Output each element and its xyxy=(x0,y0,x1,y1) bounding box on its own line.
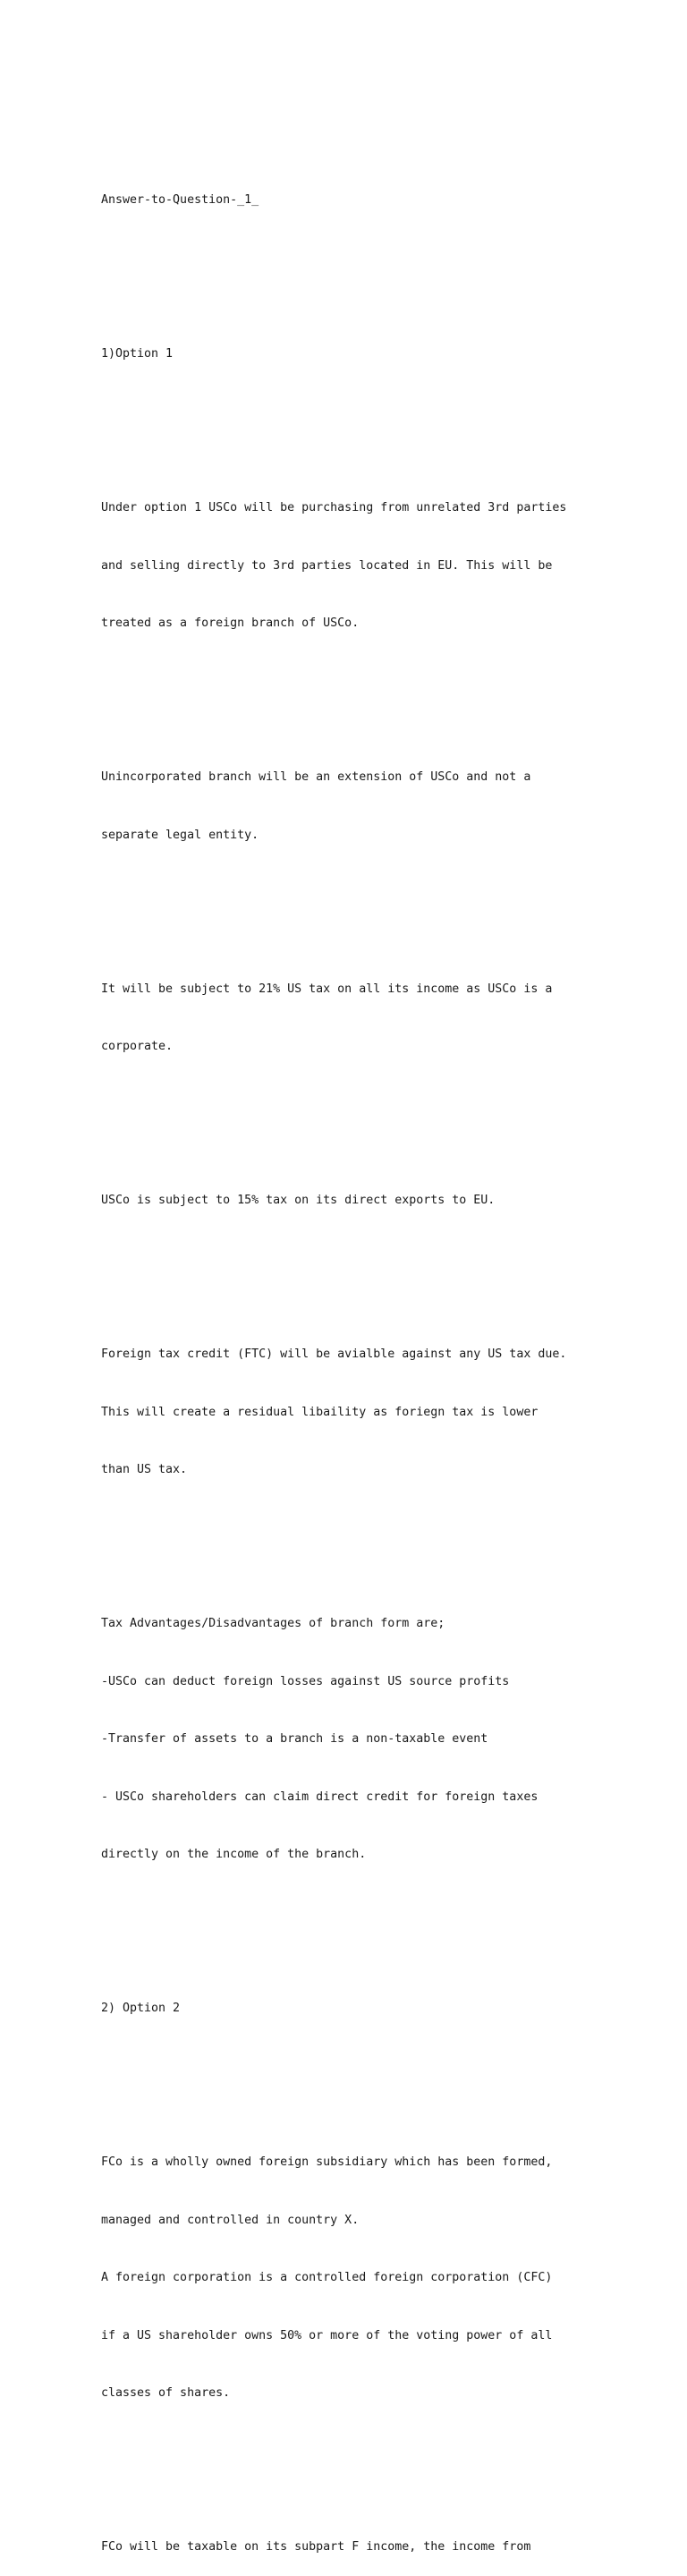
paragraph-gap xyxy=(101,403,638,422)
section-heading-option-1: 1)Option 1 xyxy=(101,347,174,361)
text-line: and selling directly to 3rd parties located in EU. This will be xyxy=(101,558,553,573)
paragraph-gap xyxy=(101,672,638,692)
text-line: managed and controlled in country X. xyxy=(101,2213,360,2227)
paragraph-gap xyxy=(101,1249,638,1269)
paragraph-gap xyxy=(101,2442,638,2461)
text-line: separate legal entity. xyxy=(101,828,259,842)
paragraph-gap xyxy=(101,1903,638,1923)
text-line: treated as a foreign branch of USCo. xyxy=(101,616,360,630)
paragraph-gap xyxy=(101,249,638,268)
text-line: It will be subject to 21% US tax on all its income as USCo is a xyxy=(101,982,553,996)
text-line: classes of shares. xyxy=(101,2386,231,2400)
text-line: corporate. xyxy=(101,1040,174,1053)
text-line: Foreign tax credit (FTC) will be avialble against any US tax due. xyxy=(101,1348,567,1361)
text-line: Unincorporated branch will be an extension of USCo and not a xyxy=(101,770,531,784)
section-heading-option-2: 2) Option 2 xyxy=(101,2002,181,2015)
list-item: -Transfer of assets to a branch is a non-taxable event xyxy=(101,1732,488,1746)
paragraph-gap xyxy=(101,1095,638,1115)
paragraph-gap xyxy=(101,883,638,903)
text-line: Under option 1 USCo will be purchasing from unrelated 3rd parties xyxy=(101,501,567,514)
text-line: This will create a residual libaility as foriegn tax is lower xyxy=(101,1405,539,1419)
list-item: - USCo shareholders can claim direct credit for foreign taxes xyxy=(101,1790,539,1804)
paragraph-gap xyxy=(101,1518,638,1538)
text-line: than US tax. xyxy=(101,1463,188,1476)
text-line: USCo is subject to 15% tax on its direct exports to EU. xyxy=(101,1194,496,1207)
text-line: directly on the income of the branch. xyxy=(101,1848,367,1861)
text-line: if a US shareholder owns 50% or more of the voting power of all xyxy=(101,2328,553,2342)
document-title: Answer-to-Question-_1_ xyxy=(101,193,259,207)
paragraph-gap xyxy=(101,2057,638,2077)
list-item: -USCo can deduct foreign losses against US source profits xyxy=(101,1674,510,1688)
text-line: Tax Advantages/Disadvantages of branch form are; xyxy=(101,1617,445,1630)
text-line: A foreign corporation is a controlled foreign corporation (CFC) xyxy=(101,2271,553,2284)
text-line: FCo will be taxable on its subpart F income, the income from xyxy=(101,2540,531,2554)
text-line: FCo is a wholly owned foreign subsidiary which has been formed, xyxy=(101,2155,553,2169)
document-body xyxy=(101,152,638,2576)
